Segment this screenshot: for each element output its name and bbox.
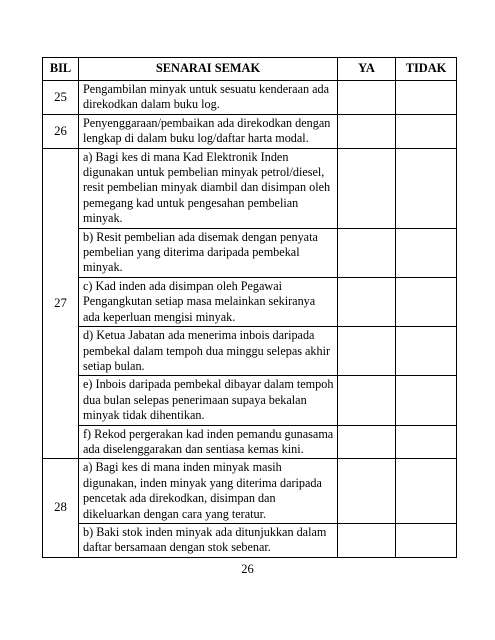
tidak-checkbox-cell[interactable] <box>396 327 457 376</box>
bil-number: 26 <box>43 114 79 148</box>
checklist-item-text: b) Baki stok inden minyak ada ditunjukkan dalam daftar bersamaan dengan stok sebenar. <box>79 523 338 557</box>
tidak-checkbox-cell[interactable] <box>396 148 457 228</box>
ya-checkbox-cell[interactable] <box>338 81 396 115</box>
checklist-item-text: a) Bagi kes di mana inden minyak masih digunakan, inden minyak yang diterima daripada pencetak ada direkodkan, disimpan dan dikeluarkan dengan cara yang teratur. <box>79 459 338 524</box>
tidak-checkbox-cell[interactable] <box>396 459 457 524</box>
ya-checkbox-cell[interactable] <box>338 376 396 425</box>
tidak-checkbox-cell[interactable] <box>396 425 457 459</box>
table-row <box>43 114 457 148</box>
header-tidak: TIDAK <box>396 58 457 81</box>
ya-checkbox-cell[interactable] <box>338 228 396 277</box>
ya-checkbox-cell[interactable] <box>338 425 396 459</box>
tidak-checkbox-cell[interactable] <box>396 523 457 557</box>
checklist-item-text: a) Bagi kes di mana Kad Elektronik Inden digunakan untuk pembelian minyak petrol/diesel, resit pembelian minyak diambil dan disimpan oleh pemegang kad untuk pengesahan pembelian minyak. <box>79 148 338 228</box>
ya-checkbox-cell[interactable] <box>338 277 396 326</box>
header-senarai-semak: SENARAI SEMAK <box>79 58 338 81</box>
tidak-checkbox-cell[interactable] <box>396 277 457 326</box>
table-row <box>43 148 457 228</box>
table-row <box>43 376 457 425</box>
header-ya: YA <box>338 58 396 81</box>
tidak-checkbox-cell[interactable] <box>396 376 457 425</box>
tidak-checkbox-cell[interactable] <box>396 228 457 277</box>
ya-checkbox-cell[interactable] <box>338 327 396 376</box>
table-row <box>43 327 457 376</box>
ya-checkbox-cell[interactable] <box>338 523 396 557</box>
ya-checkbox-cell[interactable] <box>338 114 396 148</box>
table-row <box>43 81 457 115</box>
bil-number: 25 <box>43 81 79 115</box>
table-row <box>43 228 457 277</box>
table-row <box>43 523 457 557</box>
page-number: 26 <box>241 562 254 576</box>
table-header <box>43 58 457 81</box>
tidak-checkbox-cell[interactable] <box>396 81 457 115</box>
bil-number: 27 <box>43 148 79 459</box>
ya-checkbox-cell[interactable] <box>338 459 396 524</box>
table-row <box>43 425 457 459</box>
checklist-table <box>42 57 457 558</box>
checklist-item-text: Pengambilan minyak untuk sesuatu kenderaan ada direkodkan dalam buku log. <box>79 81 338 115</box>
header-bil: BIL <box>43 58 79 81</box>
checklist-item-text: e) Inbois daripada pembekal dibayar dalam tempoh dua bulan selepas penerimaan supaya bekalan minyak tidak dihentikan. <box>79 376 338 425</box>
checklist-item-text: f) Rekod pergerakan kad inden pemandu gunasama ada diselenggarakan dan sentiasa kemas kini. <box>79 425 338 459</box>
tidak-checkbox-cell[interactable] <box>396 114 457 148</box>
bil-number: 28 <box>43 459 79 557</box>
table-row <box>43 277 457 326</box>
ya-checkbox-cell[interactable] <box>338 148 396 228</box>
checklist-item-text: c) Kad inden ada disimpan oleh Pegawai Pengangkutan setiap masa melainkan sekiranya ada keperluan mengisi minyak. <box>79 277 338 326</box>
table-row <box>43 459 457 524</box>
checklist-item-text: Penyenggaraan/pembaikan ada direkodkan dengan lengkap di dalam buku log/daftar harta modal. <box>79 114 338 148</box>
table-body <box>43 81 457 558</box>
header-row <box>43 58 457 81</box>
checklist-item-text: b) Resit pembelian ada disemak dengan penyata pembelian yang diterima daripada pembekal minyak. <box>79 228 338 277</box>
checklist-item-text: d) Ketua Jabatan ada menerima inbois daripada pembekal dalam tempoh dua minggu selepas akhir setiap bulan. <box>79 327 338 376</box>
